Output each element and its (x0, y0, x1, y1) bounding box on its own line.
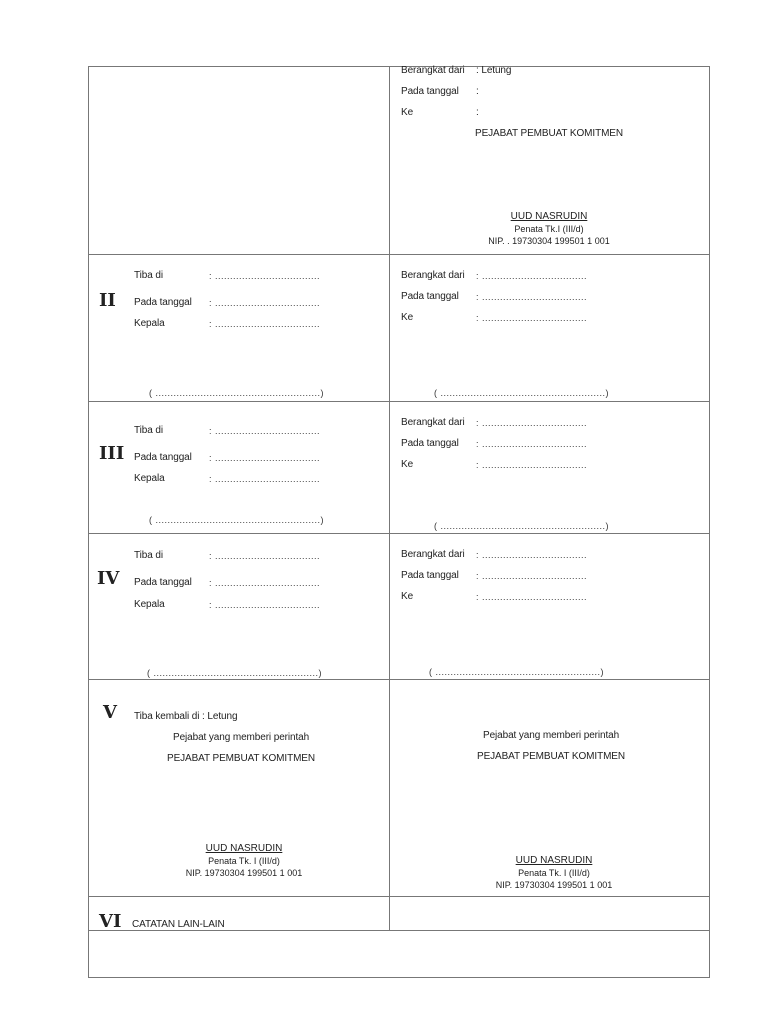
row-numeral: VI (99, 911, 122, 932)
ke-value: : ................................... (476, 592, 588, 602)
berangkat-label: Berangkat dari (401, 65, 465, 76)
tanggal-value: : ................................... (209, 578, 321, 588)
pada-tanggal-value: : ................................... (476, 292, 588, 302)
right-authority-title: Pejabat yang memberi perintah (483, 730, 620, 741)
tiba-value: : ................................... (209, 271, 321, 281)
tiba-label: Tiba di (134, 270, 163, 281)
pada-tanggal-label: Pada tanggal (401, 86, 459, 97)
berangkat-value: : ................................... (476, 271, 588, 281)
tanggal-label: Pada tanggal (134, 297, 192, 308)
right-signature-line: ( .......................................................) (429, 667, 605, 677)
berangkat-label: Berangkat dari (401, 417, 465, 428)
travel-form (88, 66, 710, 978)
pada-tanggal-label: Pada tanggal (401, 438, 459, 449)
right-office-title: PEJABAT PEMBUAT KOMITMEN (477, 751, 625, 762)
ke-value: : (476, 107, 479, 118)
row-numeral: V (103, 702, 117, 723)
berangkat-value: : ................................... (476, 418, 588, 428)
kepala-value: : ................................... (209, 474, 321, 484)
divider (89, 896, 709, 897)
kepala-label: Kepala (134, 599, 165, 610)
ke-value: : ................................... (476, 460, 588, 470)
notes-label: CATATAN LAIN-LAIN (132, 919, 225, 930)
berangkat-label: Berangkat dari (401, 270, 465, 281)
pada-tanggal-value: : (476, 86, 479, 97)
tanggal-label: Pada tanggal (134, 452, 192, 463)
berangkat-value: : ................................... (476, 550, 588, 560)
divider (89, 254, 709, 255)
ke-label: Ke (401, 312, 414, 323)
right-signer-rank: Penata Tk. I (III/d) (518, 868, 590, 878)
signature-block (419, 211, 679, 247)
pada-tanggal-value: : ................................... (476, 439, 588, 449)
left-signer-name: UUD NASRUDIN (205, 843, 283, 854)
signer-nip: NIP. . 19730304 199501 1 001 (488, 236, 610, 246)
left-signature-block (129, 843, 359, 879)
divider (89, 679, 709, 680)
pada-tanggal-value: : ................................... (476, 571, 588, 581)
left-office-title: PEJABAT PEMBUAT KOMITMEN (167, 753, 315, 764)
tiba-value: : ................................... (209, 426, 321, 436)
right-signer-nip: NIP. 19730304 199501 1 001 (495, 880, 613, 890)
signer-name: UUD NASRUDIN (510, 211, 588, 222)
kepala-value: : ................................... (209, 600, 321, 610)
left-signature-line: ( .......................................................) (149, 388, 325, 398)
right-signature-line: ( .......................................................) (434, 388, 610, 398)
ke-label: Ke (401, 591, 414, 602)
right-signature-line: ( .......................................................) (434, 521, 610, 531)
tanggal-value: : ................................... (209, 453, 321, 463)
right-signer-name: UUD NASRUDIN (515, 855, 593, 866)
berangkat-value: : Letung (476, 65, 512, 76)
left-signer-rank: Penata Tk. I (III/d) (208, 856, 280, 866)
tanggal-label: Pada tanggal (134, 577, 192, 588)
tiba-label: Tiba di (134, 425, 163, 436)
signer-rank: Penata Tk.I (III/d) (514, 224, 584, 234)
divider (89, 401, 709, 402)
left-signature-line: ( .......................................................) (149, 515, 325, 525)
row-numeral: III (99, 443, 125, 464)
kepala-label: Kepala (134, 473, 165, 484)
pada-tanggal-label: Pada tanggal (401, 570, 459, 581)
pada-tanggal-label: Pada tanggal (401, 291, 459, 302)
kepala-value: : ................................... (209, 319, 321, 329)
tiba-kembali: Tiba kembali di : Letung (134, 711, 238, 722)
column-divider (389, 67, 390, 931)
ke-value: : ................................... (476, 313, 588, 323)
ke-label: Ke (401, 459, 414, 470)
tiba-label: Tiba di (134, 550, 163, 561)
right-signature-block (424, 855, 684, 891)
left-signature-line: ( .......................................................) (147, 668, 323, 678)
berangkat-label: Berangkat dari (401, 549, 465, 560)
kepala-label: Kepala (134, 318, 165, 329)
divider (89, 533, 709, 534)
tiba-value: : ................................... (209, 551, 321, 561)
tanggal-value: : ................................... (209, 298, 321, 308)
left-signer-nip: NIP. 19730304 199501 1 001 (185, 868, 303, 878)
left-authority-title: Pejabat yang memberi perintah (173, 732, 310, 743)
office-title: PEJABAT PEMBUAT KOMITMEN (475, 128, 623, 139)
row-numeral: IV (97, 568, 120, 589)
row-numeral: II (99, 290, 116, 311)
ke-label: Ke (401, 107, 414, 118)
